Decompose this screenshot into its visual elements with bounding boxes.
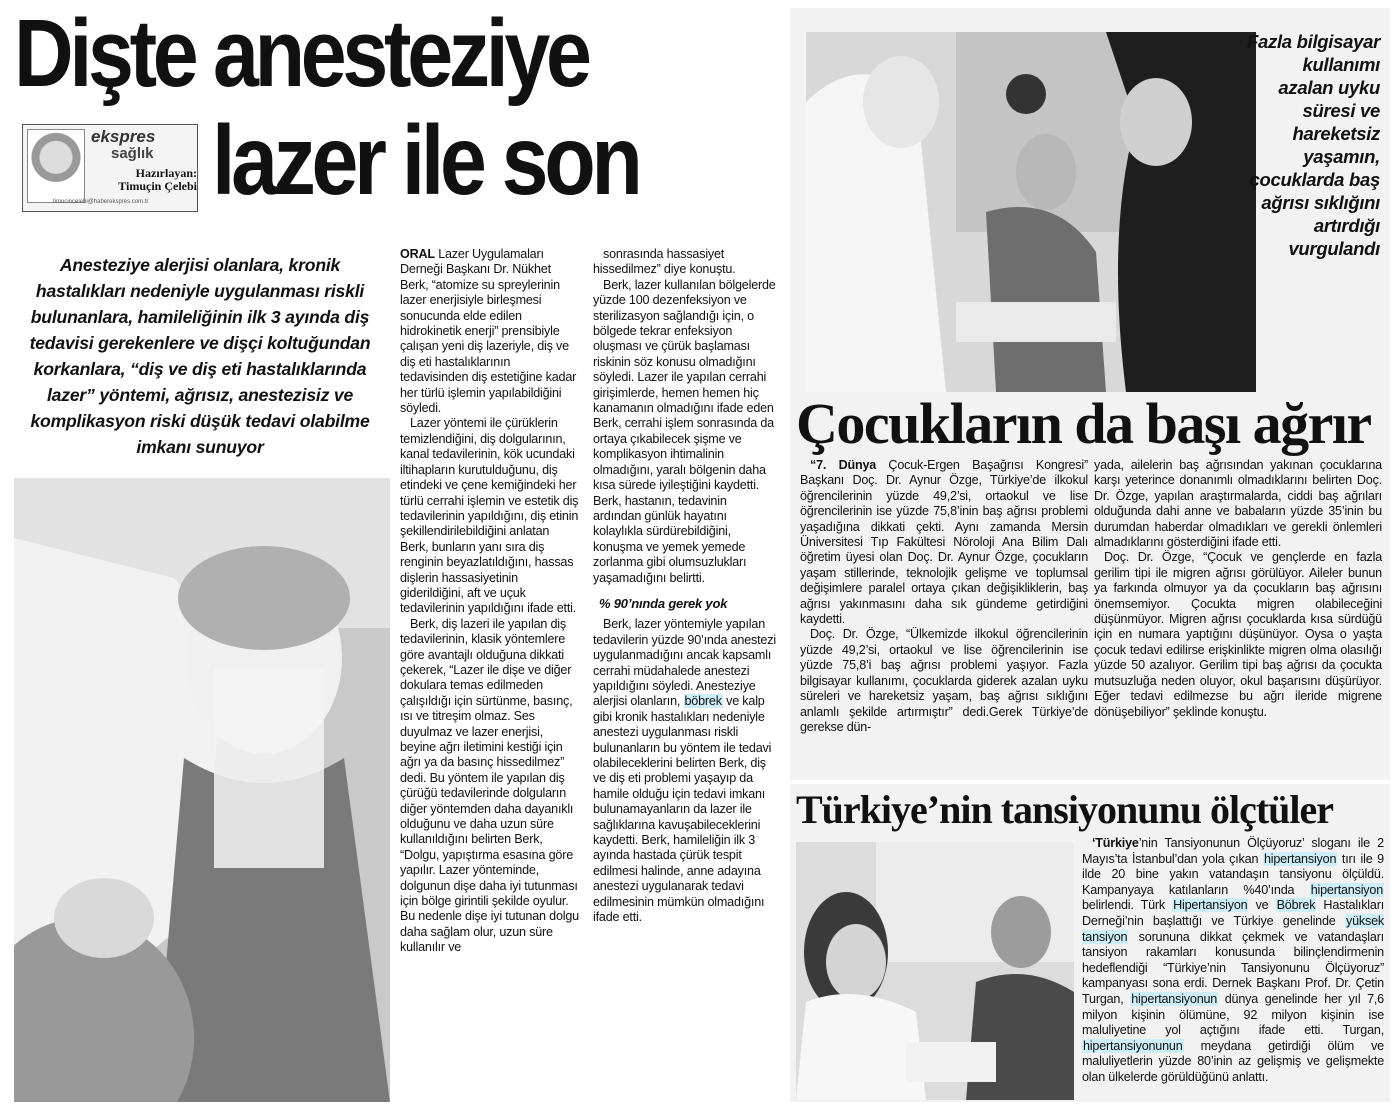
text-run: belirlendi. Türk <box>1082 898 1173 913</box>
headache-column-2 <box>1094 458 1382 720</box>
left-article-column-1 <box>400 247 580 956</box>
headline-children-headache: Çocukların da başı ağrır <box>796 391 1371 456</box>
photo-doctor-child-drawing <box>806 32 1256 392</box>
paragraph: Lazer yöntemi ile çürüklerin temizlendiğini, diş dolgularının, kanal tedavilerinin, kök ucundaki iltihapların kurutulduğunu, diş etindeki ve çene kemiğindeki her türlü cerrahi işlemin ve estetik diş tedavilerinin yapıldığını, diş etinin şekillendirilebildiğini anlatan Berk, bunların yanı sıra diş renginin beyazlatıldığını, hassas dişlerin hassasiyetinin giderildiğini, aft ve uçuk tedavilerinin yapıldığını ifade etti. <box>400 416 579 616</box>
highlighted-term: hipertansiyonunun <box>1083 1038 1183 1053</box>
prepared-by-label: Hazırlayan: <box>135 166 197 180</box>
text-run: tırı ile 9 ilde 20 bine yakın vatandaşın tansiyonu ölçüldü. Kampanyaya katılanların %40’ında <box>1082 851 1384 897</box>
highlighted-term: Böbrek <box>1276 898 1316 913</box>
paragraph: Berk, lazer kullanılan bölgelerde yüzde 100 dezenfeksiyon ve sterilizasyon sağlandığı için, o bölgede tekrar enfeksiyon oluşması ve çürük başlaması riskinin söz konusu olmadığını söyledi. Lazer ile yapılan cerrahi girişimlerde, hemen hemen hiç kanamanın olmadığını ifade eden Berk, cerrahi işlem sonrasında da ortaya çıkabilecek şişme ve komplikasyon ihtimalinin olmadığını, yaralı bölgenin daha kısa sürede iyileştiğini kaydetti. Berk, hastanın, tedavinin ardından günlük hayatını kolaylıkla sürdürebildiğini, konuşma ve yemek yemede zorlanma gibi olumsuzlukları yaşamadığını belirtti. <box>593 277 776 585</box>
hypertension-article-body <box>1082 836 1384 1086</box>
text-run: ’nin Tansiyonunun Ölçüyoruz’ sloganı ile 2 Mayıs’ta İstanbul’dan yola çıkan <box>1082 836 1384 866</box>
photo-blood-pressure-drawing <box>796 842 1074 1100</box>
text-run: ve <box>1248 898 1276 913</box>
text-run: Hastalıkları Derneği’nin başlattığı ve Türkiye genelinde <box>1082 898 1385 928</box>
paragraph: Lazer Uygulamaları Derneği Başkanı Dr. Nükhet Berk, “atomize su spreylerinin lazer enerjisiyle birleşmesi sonucunda elde edilen hidrokinetik enerji” prensibiyle çalışan yeni diş lazeriyle, diş ve diş eti hastalıklarının tedavisinden diş estetiğine kadar her türlü işlemin yapılabildiğini söyledi. <box>400 247 577 416</box>
photo-blood-pressure-measurement <box>796 842 1074 1100</box>
highlighted-term: Hipertansiyon <box>1173 898 1248 913</box>
photo-doctor-child <box>806 32 1256 392</box>
left-article-column-2 <box>593 247 777 925</box>
text-run: meydana getirdiği ölüm ve maluliyetlerin yüzde 80’inin az gelişmiş ve gelişmekte olan ülkelerde görüldüğünü anlattı. <box>1082 1038 1384 1084</box>
author-name: Timuçin Çelebi <box>118 179 197 193</box>
headline-dental-laser-line2: lazer ile son <box>212 105 639 215</box>
paragraph: sonrasında hassasiyet hissedilmez” diye konuştu. <box>593 247 736 277</box>
dropcap-word: ‘Türkiye <box>1092 836 1139 850</box>
headline-blood-pressure: Türkiye’nin tansiyonunu ölçtüler <box>796 787 1334 832</box>
article-lead: Anesteziye alerjisi olanlara, kronik hastalıkları nedeniyle uygulanması riskli bulunanlara, hamileliğinin ilk 3 ayında diş tedavisi gerekenlere ve dişçi koltuğundan korkanlara, “diş ve diş eti hastalıklarında lazer” yöntemi, ağrısız, anestezisiz ve komplikasyon riski düşük tedavi olabilme imkanı sunuyor <box>29 255 371 457</box>
highlighted-term: hipertansiyon <box>1310 882 1383 897</box>
headline-dental-laser: Dişte anesteziye <box>14 0 588 107</box>
subheading: % 90’nında gerek yok <box>599 595 728 611</box>
headache-column-1 <box>800 458 1088 735</box>
photo-child-dentist-drawing <box>14 478 390 1102</box>
highlighted-term: böbrek <box>684 694 722 709</box>
paragraph: Doç. Dr. Özge, “Çocuk ve gençlerde en fazla gerilim tipi ile migren ağrısı görülüyor. Aileler bunun ya farkında olmuyor ya da çocukların baş ağrısını önemsemiyor. Çocukta migren olabileceğini düşünmüyor. Migren ağrısı çocuklarda kısa sürdüğü için en numara yaptığını düşünüyor. Oysa o yaşta çocuk tedavi edilirse erişkinlikte migren olma olasılığı yüzde 50 azalıyor. Gerilim tipi baş ağrısı da çocukta mutsuzluğa neden oluyor, okul başarısını düşürüyor. Eğer tedavi edilmezse bu ağrı ileride migrene dönüşebiliyor” şeklinde konuştu. <box>1094 550 1382 719</box>
highlighted-term: hipertansiyon <box>1263 851 1337 866</box>
highlighted-term: yüksek tansiyon <box>1082 913 1384 944</box>
highlighted-term: hipertansiyonun <box>1131 991 1218 1006</box>
dropcap-word: ORAL <box>400 247 435 261</box>
headache-sidebar-quote: Fazla bilgisayar kullanımı azalan uyku süresi ve hareketsiz yaşamın, çocuklarda baş ağrısı sıklığını artırdığı vurgulandı <box>1247 31 1380 259</box>
dropcap-word: “7. Dünya <box>810 458 877 472</box>
text-run: dünya genelinde her yıl 7,6 milyon kişinin ölümüne, 92 milyon kişinin ise maluliyetine yol açtığını ifade etti. Turgan, <box>1082 991 1384 1038</box>
author-email: timucincelebi@haberekspres.com.tr <box>53 199 149 205</box>
paragraph: ve kalp gibi kronik hastalıkları nedeniyle anestezi uygulanması riskli bulunanların bu yöntem ile tedavi olabileceklerini belirten Berk, diş ve diş eti problemi yaşayıp da hamile olduğu için tedavi imkanı bulunamayanların da lazer ile sağlıklarına kavuşabileceklerini kaydetti. Berk, hamileliğin ilk 3 ayında hastada çürük tespit edilmesi halinde, anne adayına anestezi uygulanarak tedavi edilmesinin mümkün olmadığını ifade etti. <box>593 694 772 925</box>
photo-child-dentist <box>14 478 390 1102</box>
badge-title: ekspres <box>91 127 156 146</box>
column-badge <box>22 124 198 212</box>
paragraph: Doç. Dr. Özge, “Ülkemizde ilkokul öğrencilerinin yüzde 49,2’si, ortaokul ve lise öğrencilerinin ise yüzde 75,8’i baş ağrısı problemi yaşıyor. Fazla bilgisayar kullanımı, çocuklarda giderek azalan uyku süreleri ve hareketsiz yaşam, baş ağrısı sıklığını anlamlı şekilde artırmıştır” dedi.Gerek Türkiye’de gerekse dün- <box>800 627 1088 734</box>
paragraph: Berk, diş lazeri ile yapılan diş tedavilerinin, klasik yöntemlere göre avantajlı olduğuna dikkati çekerek, “Lazer ile dişe ve diğer dokulara temas edilmeden çalışıldığı için sürtünme, basınç, ısı ve titreşim olmaz. Ses duyulmaz ve lazer enerjisi, beyine ağrı iletimini kestiği için ağrı ya da basınç hissedilmez” dedi. Bu yöntem ile yapılan diş çürüğü tedavilerinde dolguların diğer yöntemden daha dayanıklı olduğunu ve daha uzun süre kullanıldığını belirten Berk, “Dolgu, yapıştırma esasına göre yapılır. Lazer yönteminde, dolgunun dişe daha iyi tutunması için bölge girintili şekilde oyulur. Bu nedenle dişe iyi tutunan dolgu daha sağlam olur, uzun süre kullanılır ve <box>400 616 579 955</box>
paragraph: yada, ailelerin baş ağrısından yakınan çocuklarına karşı yeterince donanımlı olmadıklarını belirten Doç. Dr. Özge, yapılan araştırmalarda, ciddi baş ağrıları olduğunda dahi anne ve babaların yüzde 35’inin bu durumdan haberdar olmadıkları ve gerekli önlemleri almadıklarını gösterdiğini ifade etti. <box>1094 458 1382 550</box>
author-photo <box>27 129 85 203</box>
text-run: sorununa dikkat çekmek ve vatandaşları tansiyon rakamları konusunda bilinçlendirmenin hedeflendiği “Türkiye’nin Tansiyonunu Ölçüyoruz” kampanyası sona erdi. Dernek Başkanı Prof. Dr. Çetin Turgan, <box>1082 929 1384 1006</box>
paragraph: Çocuk-Ergen Başağrısı Kongresi” Başkanı Doç. Dr. Aynur Özge, Türkiye’de ilkokul öğrencilerinin yüzde 49,2’si, ortaokul ve lise öğrencilerinin ise yüzde 75,8’inin baş ağrısı problemi yaşadığına dikkati çekti. Aynı zamanda Mersin Üniversitesi Tıp Fakültesi Nöroloji Ana Bilim Dalı öğretim üyesi olan Doç. Dr. Aynur Özge, çocukların yaşam stillerinde, teknolojik gelişme ve toplumsal değişimlere paralel ortaya çıkan değişikliklerin, baş ağrısı yakınmasını daha sık gündeme getirdiğini kaydetti. <box>800 458 1088 627</box>
paragraph: Berk, lazer yöntemiyle yapılan tedavilerin yüzde 90’ında anestezi uygulanmadığını ancak kapsamlı cerrahi müdahalede anestezi yapıldığını söyledi. Anesteziye alerjisi olanların, <box>593 617 776 709</box>
badge-byline <box>91 167 197 193</box>
badge-subtitle: sağlık <box>111 145 154 162</box>
